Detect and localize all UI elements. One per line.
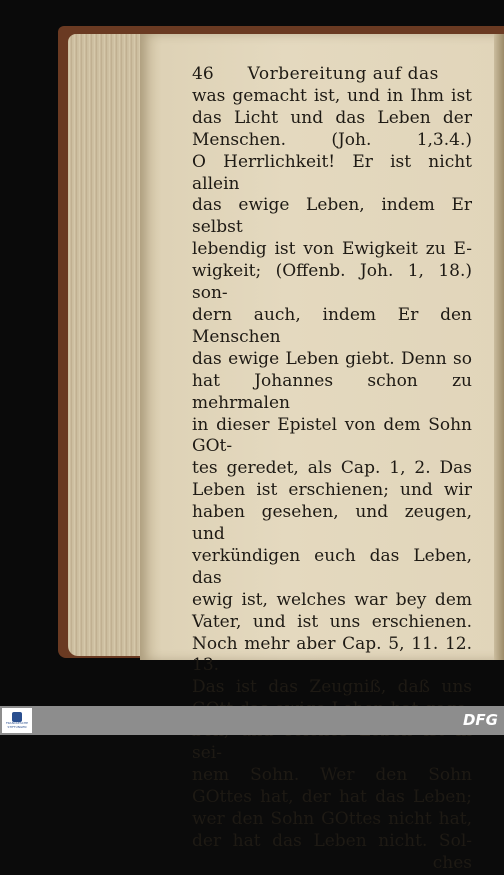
text-line: O Herrlichkeit! Er ist nicht allein xyxy=(192,151,472,194)
text-line: haben gesehen, und zeugen, und xyxy=(192,502,472,545)
text-line: tes geredet, als Cap. 1, 2. Das xyxy=(192,458,472,479)
text-line: Das ist das Zeugniß, daß uns xyxy=(192,677,472,698)
page-header xyxy=(192,64,472,86)
viewer-footer xyxy=(0,706,504,735)
text-line: sei- xyxy=(192,743,222,764)
text-line: ewig ist, welches war bey dem xyxy=(192,589,472,610)
running-head: Vorbereitung auf das xyxy=(247,64,439,84)
text-line: GOttes hat, der hat das Leben; xyxy=(192,786,472,807)
text-line: Menschen. (Joh. 1,3.4.) xyxy=(192,129,472,150)
page-stack-edge xyxy=(68,34,148,656)
text-line: was gemacht ist, und in Ihm ist xyxy=(192,85,472,106)
text-line: das ewige Leben, indem Er selbst xyxy=(192,195,472,238)
text-lines xyxy=(192,86,472,853)
text-line: wigkeit; (Offenb. Joh. 1, 18.) son- xyxy=(192,261,472,304)
gutter-shadow xyxy=(494,34,504,660)
logo-label: FRANCKESCHE STIFTUNGEN xyxy=(5,721,29,729)
text-line: Leben ist erschienen; und wir xyxy=(192,480,472,501)
text-line: in dieser Epistel von dem Sohn GOt- xyxy=(192,414,472,457)
catchword: ches xyxy=(432,852,472,873)
text-line: dern auch, indem Er den Menschen xyxy=(192,304,472,347)
text-line: nem Sohn. Wer den Sohn xyxy=(192,765,472,785)
dfg-logo[interactable]: DFG xyxy=(462,711,498,729)
text-line: das ewige Leben giebt. Denn so xyxy=(192,348,472,369)
page-number: 46 xyxy=(192,64,214,84)
text-line: das Licht und das Leben der xyxy=(192,107,472,128)
page-text xyxy=(192,64,472,875)
text-line: lebendig ist von Ewigkeit zu E- xyxy=(192,239,472,260)
text-line: Noch mehr aber Cap. 5, 11. 12. 13. xyxy=(192,633,472,676)
text-line: verkündigen euch das Leben, das xyxy=(192,545,472,588)
text-line: Vater, und ist uns erschienen. xyxy=(192,611,472,632)
institution-logo[interactable] xyxy=(2,708,32,733)
text-line: wer den Sohn GOttes nicht hat, xyxy=(192,808,472,829)
text-line: hat Johannes schon zu mehrmalen xyxy=(192,370,472,413)
text-line: der hat das Leben nicht. Sol- xyxy=(192,830,472,851)
